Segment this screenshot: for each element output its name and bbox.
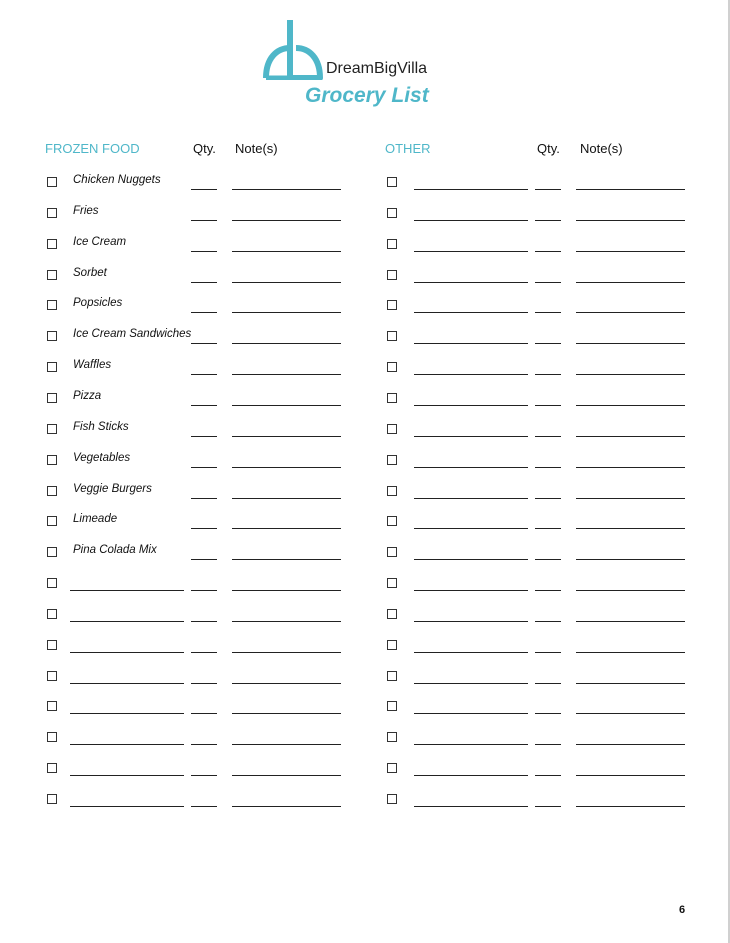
qty-blank[interactable] xyxy=(535,528,561,529)
notes-blank[interactable] xyxy=(232,775,341,776)
notes-blank[interactable] xyxy=(232,559,341,560)
list-row xyxy=(0,633,730,657)
item-checkbox[interactable] xyxy=(387,331,397,341)
qty-blank[interactable] xyxy=(535,559,561,560)
right-notes-header: Note(s) xyxy=(580,141,623,156)
qty-blank[interactable] xyxy=(191,405,217,406)
item-checkbox[interactable] xyxy=(47,547,57,557)
item-checkbox[interactable] xyxy=(47,270,57,280)
item-checkbox[interactable] xyxy=(387,424,397,434)
item-checkbox[interactable] xyxy=(47,424,57,434)
qty-blank[interactable] xyxy=(191,775,217,776)
notes-blank[interactable] xyxy=(232,374,341,375)
notes-blank[interactable] xyxy=(576,590,685,591)
right-qty-header: Qty. xyxy=(537,141,560,156)
item-label: Pizza xyxy=(73,389,102,402)
item-name-blank[interactable] xyxy=(414,251,528,252)
list-row xyxy=(0,324,730,348)
notes-blank[interactable] xyxy=(576,220,685,221)
left-category-header: FROZEN FOOD xyxy=(45,141,140,156)
notes-blank[interactable] xyxy=(232,498,341,499)
item-name-blank[interactable] xyxy=(414,713,528,714)
qty-blank[interactable] xyxy=(535,189,561,190)
notes-blank[interactable] xyxy=(232,744,341,745)
item-name-blank[interactable] xyxy=(414,282,528,283)
qty-blank[interactable] xyxy=(191,436,217,437)
item-checkbox[interactable] xyxy=(47,300,57,310)
notes-blank[interactable] xyxy=(232,683,341,684)
item-label: Limeade xyxy=(73,513,118,526)
notes-blank[interactable] xyxy=(232,806,341,807)
notes-blank[interactable] xyxy=(576,405,685,406)
item-name-blank[interactable] xyxy=(414,467,528,468)
item-checkbox[interactable] xyxy=(387,300,397,310)
qty-blank[interactable] xyxy=(191,559,217,560)
item-name-blank[interactable] xyxy=(70,621,184,622)
qty-blank[interactable] xyxy=(191,467,217,468)
item-checkbox[interactable] xyxy=(47,362,57,372)
notes-blank[interactable] xyxy=(576,436,685,437)
left-notes-header: Note(s) xyxy=(235,141,278,156)
item-name-blank[interactable] xyxy=(414,405,528,406)
item-checkbox[interactable] xyxy=(47,208,57,218)
item-checkbox[interactable] xyxy=(47,393,57,403)
item-checkbox[interactable] xyxy=(387,671,397,681)
notes-blank[interactable] xyxy=(576,312,685,313)
item-label: Fish Sticks xyxy=(73,420,129,433)
item-name-blank[interactable] xyxy=(414,528,528,529)
item-label: Chicken Nuggets xyxy=(73,174,161,186)
item-name-blank[interactable] xyxy=(414,590,528,591)
item-name-blank[interactable] xyxy=(70,652,184,653)
qty-blank[interactable] xyxy=(535,590,561,591)
right-category-header: OTHER xyxy=(385,141,431,156)
item-checkbox[interactable] xyxy=(387,609,397,619)
item-checkbox[interactable] xyxy=(387,732,397,742)
item-name-blank[interactable] xyxy=(414,559,528,560)
notes-blank[interactable] xyxy=(232,467,341,468)
notes-blank[interactable] xyxy=(576,498,685,499)
qty-blank[interactable] xyxy=(535,436,561,437)
item-checkbox[interactable] xyxy=(387,547,397,557)
qty-blank[interactable] xyxy=(535,713,561,714)
qty-blank[interactable] xyxy=(191,498,217,499)
qty-blank[interactable] xyxy=(535,374,561,375)
qty-blank[interactable] xyxy=(535,220,561,221)
item-checkbox[interactable] xyxy=(387,177,397,187)
notes-blank[interactable] xyxy=(576,282,685,283)
brand-name: DreamBigVilla xyxy=(326,60,428,77)
list-row xyxy=(0,694,730,718)
qty-blank[interactable] xyxy=(191,374,217,375)
item-name-blank[interactable] xyxy=(414,806,528,807)
item-checkbox[interactable] xyxy=(387,455,397,465)
notes-blank[interactable] xyxy=(232,189,341,190)
qty-blank[interactable] xyxy=(535,282,561,283)
notes-blank[interactable] xyxy=(232,251,341,252)
qty-blank[interactable] xyxy=(535,251,561,252)
notes-blank[interactable] xyxy=(576,374,685,375)
list-row xyxy=(0,602,730,626)
item-name-blank[interactable] xyxy=(414,374,528,375)
notes-blank[interactable] xyxy=(232,312,341,313)
list-row xyxy=(0,787,730,811)
notes-blank[interactable] xyxy=(576,621,685,622)
notes-blank[interactable] xyxy=(232,436,341,437)
item-checkbox[interactable] xyxy=(387,701,397,711)
qty-blank[interactable] xyxy=(191,189,217,190)
item-checkbox[interactable] xyxy=(387,393,397,403)
item-checkbox[interactable] xyxy=(47,516,57,526)
notes-blank[interactable] xyxy=(232,713,341,714)
list-row xyxy=(0,571,730,595)
item-name-blank[interactable] xyxy=(414,189,528,190)
item-label: Sorbet xyxy=(73,266,107,279)
item-checkbox[interactable] xyxy=(387,270,397,280)
item-checkbox[interactable] xyxy=(387,486,397,496)
list-row xyxy=(0,355,730,379)
item-label: Waffles xyxy=(73,359,112,372)
item-name-blank[interactable] xyxy=(70,590,184,591)
item-checkbox[interactable] xyxy=(47,455,57,465)
list-row xyxy=(0,509,730,533)
notes-blank[interactable] xyxy=(576,775,685,776)
qty-blank[interactable] xyxy=(535,405,561,406)
notes-blank[interactable] xyxy=(576,652,685,653)
qty-blank[interactable] xyxy=(535,652,561,653)
item-label: Vegetables xyxy=(73,451,131,464)
notes-blank[interactable] xyxy=(232,621,341,622)
item-checkbox[interactable] xyxy=(47,331,57,341)
item-checkbox[interactable] xyxy=(387,362,397,372)
qty-blank[interactable] xyxy=(191,251,217,252)
qty-blank[interactable] xyxy=(535,744,561,745)
qty-blank[interactable] xyxy=(191,312,217,313)
item-checkbox[interactable] xyxy=(47,732,57,742)
item-checkbox[interactable] xyxy=(387,640,397,650)
item-label: Veggie Burgers xyxy=(73,482,152,495)
item-name-blank[interactable] xyxy=(414,343,528,344)
notes-blank[interactable] xyxy=(576,683,685,684)
item-name-blank[interactable] xyxy=(414,436,528,437)
item-name-blank[interactable] xyxy=(414,683,528,684)
notes-blank[interactable] xyxy=(576,467,685,468)
notes-blank[interactable] xyxy=(576,251,685,252)
qty-blank[interactable] xyxy=(535,343,561,344)
qty-blank[interactable] xyxy=(191,744,217,745)
item-checkbox[interactable] xyxy=(47,640,57,650)
notes-blank[interactable] xyxy=(232,652,341,653)
item-checkbox[interactable] xyxy=(47,701,57,711)
notes-blank[interactable] xyxy=(232,590,341,591)
qty-blank[interactable] xyxy=(535,683,561,684)
item-name-blank[interactable] xyxy=(414,652,528,653)
item-name-blank[interactable] xyxy=(70,806,184,807)
list-row xyxy=(0,386,730,410)
qty-blank[interactable] xyxy=(191,806,217,807)
item-checkbox[interactable] xyxy=(387,794,397,804)
list-row xyxy=(0,201,730,225)
item-checkbox[interactable] xyxy=(387,239,397,249)
item-checkbox[interactable] xyxy=(387,763,397,773)
page-number: 6 xyxy=(679,904,686,916)
item-name-blank[interactable] xyxy=(414,498,528,499)
qty-blank[interactable] xyxy=(191,590,217,591)
notes-blank[interactable] xyxy=(576,713,685,714)
item-name-blank[interactable] xyxy=(70,775,184,776)
list-row xyxy=(0,170,730,194)
item-name-blank[interactable] xyxy=(70,713,184,714)
qty-blank[interactable] xyxy=(535,498,561,499)
page-title: Grocery List xyxy=(305,84,429,107)
notes-blank[interactable] xyxy=(576,343,685,344)
list-row xyxy=(0,417,730,441)
item-label: Fries xyxy=(73,204,99,217)
notes-blank[interactable] xyxy=(576,189,685,190)
item-label: Pina Colada Mix xyxy=(73,544,157,557)
qty-blank[interactable] xyxy=(535,806,561,807)
item-checkbox[interactable] xyxy=(47,763,57,773)
list-row xyxy=(0,664,730,688)
qty-blank[interactable] xyxy=(191,528,217,529)
qty-blank[interactable] xyxy=(191,220,217,221)
qty-blank[interactable] xyxy=(535,775,561,776)
qty-blank[interactable] xyxy=(535,621,561,622)
item-checkbox[interactable] xyxy=(387,578,397,588)
item-checkbox[interactable] xyxy=(387,208,397,218)
notes-blank[interactable] xyxy=(232,282,341,283)
qty-blank[interactable] xyxy=(191,343,217,344)
item-checkbox[interactable] xyxy=(47,239,57,249)
item-checkbox[interactable] xyxy=(47,794,57,804)
list-row xyxy=(0,263,730,287)
list-row xyxy=(0,725,730,749)
qty-blank[interactable] xyxy=(191,282,217,283)
notes-blank[interactable] xyxy=(232,343,341,344)
notes-blank[interactable] xyxy=(576,559,685,560)
notes-blank[interactable] xyxy=(576,528,685,529)
list-row xyxy=(0,756,730,780)
list-row xyxy=(0,293,730,317)
item-name-blank[interactable] xyxy=(70,744,184,745)
item-name-blank[interactable] xyxy=(414,775,528,776)
notes-blank[interactable] xyxy=(576,806,685,807)
item-name-blank[interactable] xyxy=(414,220,528,221)
item-checkbox[interactable] xyxy=(47,486,57,496)
item-checkbox[interactable] xyxy=(387,516,397,526)
notes-blank[interactable] xyxy=(232,220,341,221)
notes-blank[interactable] xyxy=(576,744,685,745)
item-label: Ice Cream Sandwiches xyxy=(73,328,192,341)
item-name-blank[interactable] xyxy=(414,621,528,622)
item-checkbox[interactable] xyxy=(47,609,57,619)
item-checkbox[interactable] xyxy=(47,177,57,187)
item-label: Popsicles xyxy=(73,297,123,310)
item-name-blank[interactable] xyxy=(414,744,528,745)
list-row xyxy=(0,232,730,256)
left-qty-header: Qty. xyxy=(193,141,216,156)
notes-blank[interactable] xyxy=(232,405,341,406)
item-name-blank[interactable] xyxy=(70,683,184,684)
list-row xyxy=(0,479,730,503)
item-checkbox[interactable] xyxy=(47,578,57,588)
item-name-blank[interactable] xyxy=(414,312,528,313)
qty-blank[interactable] xyxy=(535,467,561,468)
notes-blank[interactable] xyxy=(232,528,341,529)
qty-blank[interactable] xyxy=(535,312,561,313)
list-row xyxy=(0,540,730,564)
item-checkbox[interactable] xyxy=(47,671,57,681)
item-label: Ice Cream xyxy=(73,235,127,248)
qty-blank[interactable] xyxy=(191,713,217,714)
villa-logo-icon xyxy=(263,18,323,80)
qty-blank[interactable] xyxy=(191,683,217,684)
qty-blank[interactable] xyxy=(191,621,217,622)
list-row xyxy=(0,448,730,472)
qty-blank[interactable] xyxy=(191,652,217,653)
